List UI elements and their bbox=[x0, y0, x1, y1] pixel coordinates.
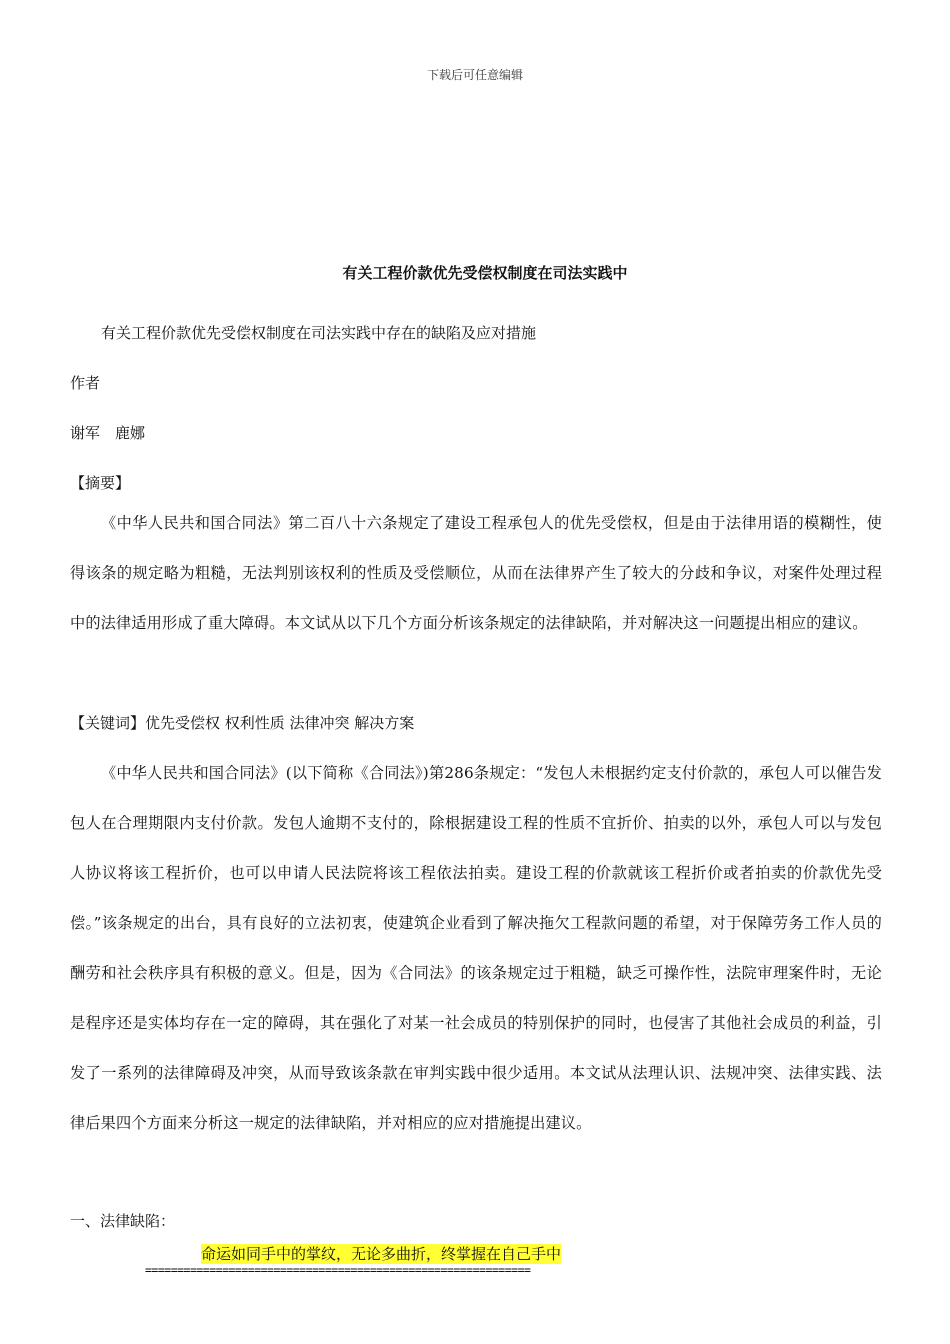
abstract-paragraph: 《中华人民共和国合同法》第二百八十六条规定了建设工程承包人的优先受偿权，但是由于法律用语的模糊性，使得该条的规定略为粗糙，无法判别该权利的性质及受偿顺位，从而在法律界产生了较大的分歧和争议，对案件处理过程中的法律适用形成了重大障碍。本文试从以下几个方面分析该条规定的法律缺陷，并对解决这一问题提出相应的建议。 bbox=[70, 514, 882, 632]
author-label: 作者 bbox=[70, 374, 101, 392]
author-names: 谢军 鹿娜 bbox=[70, 424, 146, 442]
header-note: 下载后可任意编辑 bbox=[426, 68, 523, 82]
section-heading: 一、法律缺陷： bbox=[70, 1212, 176, 1230]
footer-motto: 命运如同手中的掌纹，无论多曲折，终掌握在自己手中 bbox=[201, 1245, 562, 1263]
body-paragraph: 《中华人民共和国合同法》(以下简称《合同法》)第286条规定：“发包人未根据约定支付价款的，承包人可以催告发包人在合理期限内支付价款。发包人逾期不支付的，除根据建设工程的性质不宜折价、拍卖的以外，承包人可以与发包人协议将该工程折价，也可以申请人民法院将该工程依法拍卖。建设工程的价款就该工程折价或者拍卖的价款优先受偿。”该条规定的出台，具有良好的立法初衷，使建筑企业看到了解决拖欠工程款问题的希望，对于保障劳务工作人员的酬劳和社会秩序具有积极的意义。但是，因为《合同法》的该条规定过于粗糙，缺乏可操作性，法院审理案件时，无论是程序还是实体均存在一定的障碍，其在强化了对某一社会成员的特别保护的同时，也侵害了其他社会成员的利益，引发了一系列的法律障碍及冲突，从而导致该条款在审判实践中很少适用。本文试从法理认识、法规冲突、法律实践、法律后果四个方面来分析这一规定的法律缺陷，并对相应的应对措施提出建议。 bbox=[70, 764, 882, 1132]
abstract-heading: 【摘要】 bbox=[70, 474, 131, 492]
subtitle: 有关工程价款优先受偿权制度在司法实践中存在的缺陷及应对措施 bbox=[101, 324, 537, 342]
document-title: 有关工程价款优先受偿权制度在司法实践中 bbox=[342, 264, 628, 282]
footer-divider: ============================================================ bbox=[145, 1263, 531, 1277]
keywords-line: 【关键词】优先受偿权 权利性质 法律冲突 解决方案 bbox=[70, 714, 415, 732]
